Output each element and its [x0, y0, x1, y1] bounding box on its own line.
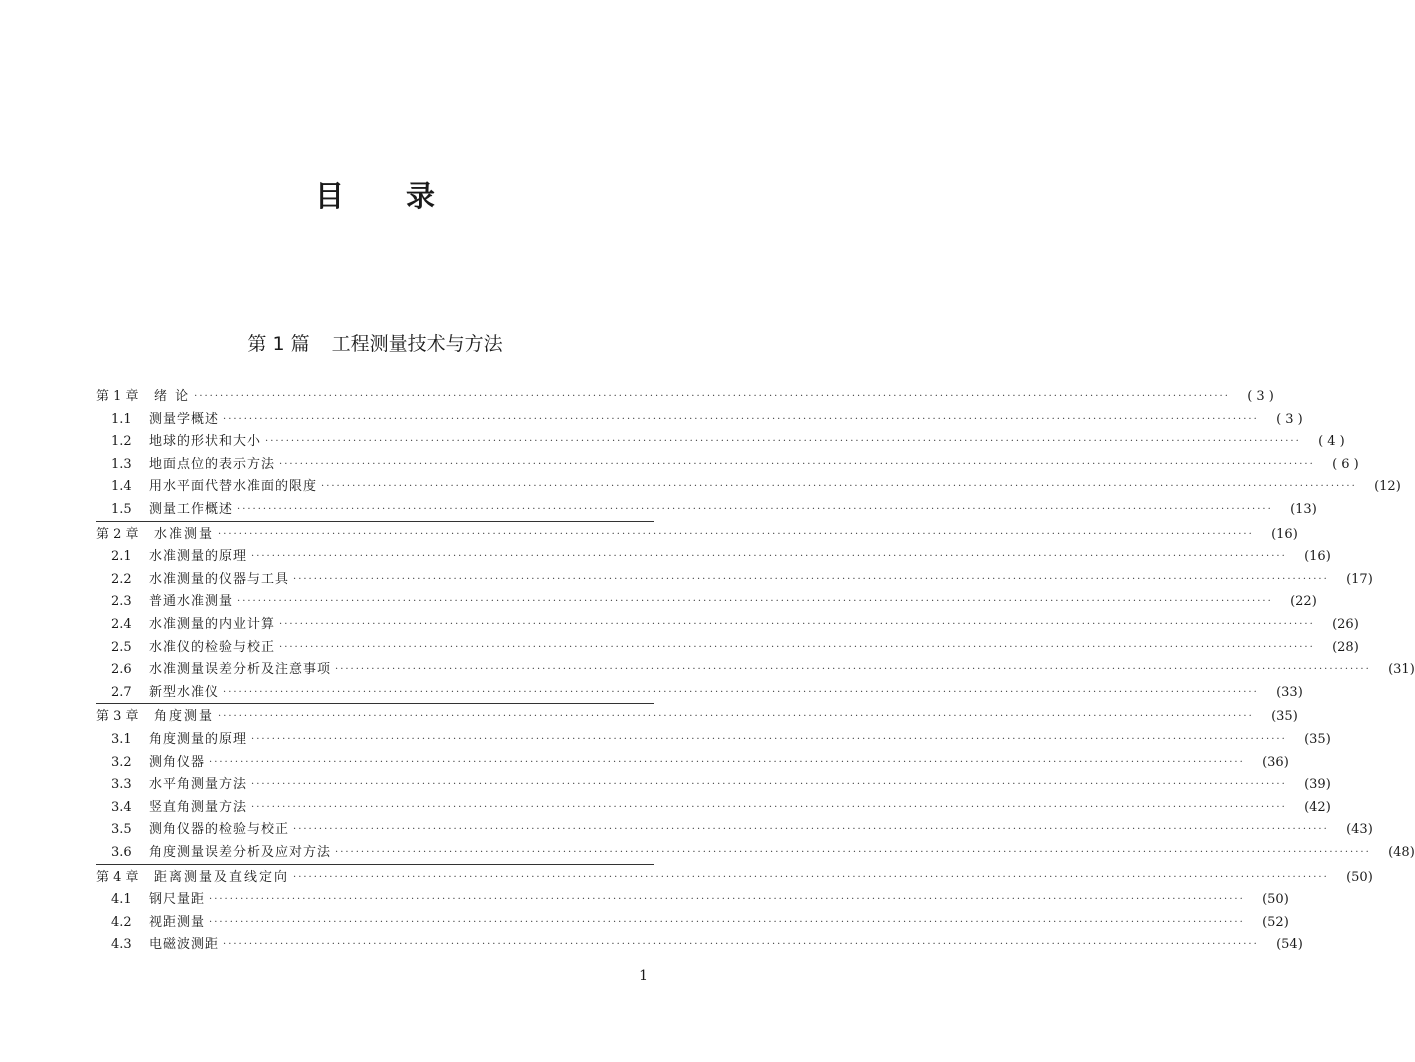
dot-leader: ········································································································································································································: [209, 916, 1245, 928]
toc-section-entry[interactable]: [0, 409, 1303, 431]
entry-page: (42): [1304, 799, 1331, 815]
entry-title: 新型水准仪: [149, 684, 220, 700]
toc-section-entry[interactable]: [0, 819, 1373, 841]
entry-title: 水准测量的内业计算: [149, 617, 276, 632]
toc-section-entry[interactable]: [0, 842, 1415, 864]
dot-leader: ········································································································································································································: [218, 528, 1254, 540]
entry-title: 水准测量的原理: [149, 549, 248, 565]
toc-section-entry[interactable]: [0, 774, 1331, 796]
toc-section-entry[interactable]: [0, 934, 1303, 956]
dot-leader: ········································································································································································································: [223, 939, 1259, 951]
toc-chapter-entry[interactable]: [0, 706, 1298, 728]
dot-leader: ········································································································································································································: [321, 481, 1357, 493]
entry-title: 距离测量及直线定向: [154, 869, 290, 885]
entry-number: 1.5: [111, 502, 132, 517]
dot-leader: ········································································································································································································: [194, 391, 1230, 402]
entry-title: 水平角测量方法: [149, 777, 248, 793]
dot-leader: ········································································································································································································: [237, 504, 1273, 515]
dot-leader: ········································································································································································································: [223, 413, 1259, 425]
entry-number: 3.1: [111, 732, 132, 747]
dot-leader: ········································································································································································································: [209, 756, 1245, 768]
entry-page: (17): [1346, 571, 1373, 587]
entry-number: 1.1: [111, 411, 132, 427]
dot-leader: ········································································································································································································: [251, 801, 1287, 813]
entry-page: (16): [1304, 549, 1331, 565]
entry-page: (43): [1346, 822, 1373, 838]
entry-title: 角度测量: [154, 709, 215, 725]
entry-number: 第 4 章: [96, 869, 139, 885]
entry-page: ( 6 ): [1332, 456, 1359, 472]
toc-section-entry[interactable]: [0, 659, 1415, 681]
dot-leader: ········································································································································································································: [279, 619, 1315, 630]
entry-page: (36): [1262, 754, 1289, 770]
entry-title: 测角仪器: [149, 754, 206, 770]
entry-number: 2.2: [111, 571, 132, 587]
dot-leader: ········································································································································································································: [279, 641, 1315, 653]
dot-leader: ········································································································································································································: [209, 894, 1245, 906]
toc-chapter-entry[interactable]: [0, 867, 1373, 889]
dot-leader: ········································································································································································································: [335, 847, 1371, 858]
dot-leader: ········································································································································································································: [223, 686, 1259, 698]
entry-page: (52): [1262, 914, 1289, 930]
entry-number: 第 2 章: [96, 526, 139, 542]
dot-leader: ········································································································································································································: [251, 551, 1287, 563]
entry-title: 测角仪器的检验与校正: [149, 822, 290, 838]
entry-page: (35): [1271, 709, 1298, 725]
entry-number: 3.6: [111, 845, 132, 860]
dot-leader: ········································································································································································································: [237, 596, 1273, 608]
toc-section-entry[interactable]: [0, 614, 1359, 636]
entry-page: (16): [1271, 526, 1298, 542]
entry-page: (54): [1276, 937, 1303, 953]
part-heading: [0, 329, 750, 356]
entry-number: 2.4: [111, 617, 132, 632]
toc-section-entry[interactable]: [0, 889, 1289, 911]
toc-section-entry[interactable]: [0, 454, 1359, 476]
entry-page: (26): [1332, 617, 1359, 632]
entry-page: (50): [1262, 892, 1289, 908]
toc-section-entry[interactable]: [0, 431, 1345, 453]
entry-page: (12): [1374, 479, 1401, 495]
chapter-divider: [96, 864, 654, 865]
entry-number: 3.5: [111, 822, 132, 838]
entry-title: 水准测量: [154, 526, 215, 542]
entry-number: 2.5: [111, 639, 132, 655]
toc-chapter-entry[interactable]: [0, 386, 1274, 408]
dot-leader: ········································································································································································································: [293, 824, 1329, 836]
toc-section-entry[interactable]: [0, 546, 1331, 568]
entry-title: 普通水准测量: [149, 594, 234, 610]
entry-title: 竖直角测量方法: [149, 799, 248, 815]
dot-leader: ········································································································································································································: [293, 871, 1329, 883]
toc-section-entry[interactable]: [0, 591, 1317, 613]
entry-page: ( 3 ): [1276, 411, 1303, 427]
entry-page: ( 4 ): [1318, 434, 1345, 450]
entry-number: 第 1 章: [96, 389, 139, 404]
entry-title: 角度测量误差分析及应对方法: [149, 845, 332, 860]
entry-number: 第 3 章: [96, 709, 139, 725]
chapter-divider: [96, 521, 654, 522]
entry-number: 2.3: [111, 594, 132, 610]
page-title: 目 录: [314, 179, 462, 213]
entry-number: 3.3: [111, 777, 132, 793]
entry-page: (35): [1304, 732, 1331, 747]
toc-chapter-entry[interactable]: [0, 524, 1298, 546]
toc-section-entry[interactable]: [0, 729, 1331, 751]
entry-page: (48): [1388, 845, 1415, 860]
entry-title: 水准仪的检验与校正: [149, 639, 276, 655]
entry-page: (22): [1290, 594, 1317, 610]
dot-leader: ········································································································································································································: [251, 734, 1287, 745]
entry-number: 3.2: [111, 754, 132, 770]
dot-leader: ········································································································································································································: [279, 458, 1315, 470]
chapter-divider: [96, 703, 654, 704]
page-number: 1: [639, 968, 648, 984]
entry-title: 视距测量: [149, 914, 206, 930]
toc-section-entry[interactable]: [0, 569, 1373, 591]
entry-title: 绪 论: [154, 389, 191, 404]
entry-number: 2.1: [111, 549, 132, 565]
dot-leader: ········································································································································································································: [218, 711, 1254, 723]
entry-page: (28): [1332, 639, 1359, 655]
entry-page: (50): [1346, 869, 1373, 885]
entry-number: 4.3: [111, 937, 132, 953]
entry-number: 2.6: [111, 662, 132, 678]
entry-page: (33): [1276, 684, 1303, 700]
toc-section-entry[interactable]: [0, 637, 1359, 659]
entry-title: 地球的形状和大小: [149, 434, 262, 450]
entry-title: 钢尺量距: [149, 892, 206, 908]
entry-title: 地面点位的表示方法: [149, 456, 276, 472]
part-number: 第 1 篇: [247, 333, 310, 355]
entry-title: 水准测量的仪器与工具: [149, 571, 290, 587]
toc-section-entry[interactable]: [0, 499, 1317, 521]
dot-leader: ········································································································································································································: [251, 779, 1287, 791]
dot-leader: ········································································································································································································: [265, 436, 1301, 448]
entry-title: 角度测量的原理: [149, 732, 248, 747]
entry-title: 测量学概述: [149, 411, 220, 427]
dot-leader: ········································································································································································································: [335, 664, 1371, 676]
entry-number: 1.3: [111, 456, 132, 472]
part-title: 工程测量技术与方法: [331, 333, 503, 355]
entry-page: (39): [1304, 777, 1331, 793]
toc-section-entry[interactable]: [0, 797, 1331, 819]
entry-title: 水准测量误差分析及注意事项: [149, 662, 332, 678]
entry-number: 1.4: [111, 479, 132, 495]
entry-number: 4.2: [111, 914, 132, 930]
entry-number: 1.2: [111, 434, 132, 450]
toc-section-entry[interactable]: [0, 752, 1289, 774]
entry-title: 电磁波测距: [149, 937, 220, 953]
entry-number: 3.4: [111, 799, 132, 815]
entry-number: 2.7: [111, 684, 132, 700]
entry-title: 测量工作概述: [149, 502, 234, 517]
toc-section-entry[interactable]: [0, 912, 1289, 934]
toc-section-entry[interactable]: [0, 476, 1401, 498]
dot-leader: ········································································································································································································: [293, 573, 1329, 585]
entry-page: ( 3 ): [1247, 389, 1274, 404]
entry-page: (13): [1290, 502, 1317, 517]
entry-page: (31): [1388, 662, 1415, 678]
entry-title: 用水平面代替水准面的限度: [149, 479, 318, 495]
toc-section-entry[interactable]: [0, 682, 1303, 704]
entry-number: 4.1: [111, 892, 132, 908]
